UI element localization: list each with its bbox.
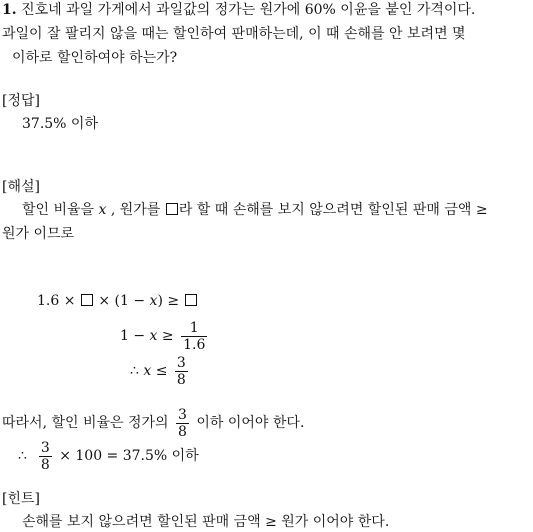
- eq3-relation: ≤: [151, 363, 172, 379]
- eq2-relation: ≥: [157, 328, 179, 344]
- placeholder-box: [81, 294, 93, 306]
- final-text: × 100 = 37.5% 이하: [54, 448, 199, 464]
- conclusion-text-b: 이하 이어야 한다.: [191, 415, 305, 431]
- fraction-numerator: 3: [178, 406, 187, 423]
- equation-3: [130, 353, 191, 389]
- placeholder-box: [185, 294, 197, 306]
- answer-value: 37.5% 이하: [22, 116, 98, 132]
- fraction-numerator: 3: [40, 439, 50, 456]
- explanation-intro-2: 원가 이므로: [2, 226, 75, 242]
- answer-label: [정답]: [2, 93, 40, 109]
- variable-x: x: [149, 328, 158, 344]
- conclusion-text-a: 따라서, 할인 비율은 정가의: [2, 415, 174, 431]
- problem-text-3: 이하로 할인하여야 하는가?: [12, 50, 178, 66]
- explanation-label: [해설]: [2, 179, 40, 195]
- fraction: [39, 441, 52, 472]
- therefore-symbol: ∴: [18, 448, 27, 464]
- fraction-denominator: 1.6: [183, 336, 206, 353]
- fraction-numerator: 3: [176, 354, 186, 371]
- fraction-denominator: 8: [178, 423, 187, 440]
- variable-x: x: [149, 293, 158, 309]
- problem-number: 1.: [2, 2, 17, 18]
- conclusion: [2, 405, 304, 441]
- intro-text-c: 라 할 때 손해를 보지 않으려면 할인된 판매 금액 ≥: [178, 202, 488, 218]
- hint-label: [힌트]: [2, 491, 40, 507]
- eq1-part-b: × (1 −: [93, 293, 150, 309]
- intro-text-a: 할인 비율을: [22, 202, 99, 218]
- intro-text-b: , 원가를: [106, 202, 165, 218]
- variable-x: x: [98, 202, 107, 218]
- eq2-lhs: 1 −: [120, 328, 150, 344]
- problem-text-2: 과일이 잘 팔리지 않을 때는 할인하여 판매하는데, 이 때 손해를 안 보려면 몇: [2, 26, 466, 42]
- equation-1: [37, 292, 198, 310]
- placeholder-box: [166, 203, 178, 215]
- equation-2: [120, 318, 210, 354]
- eq1-part-c: ) ≥: [157, 293, 184, 309]
- fraction-denominator: 8: [176, 371, 186, 388]
- eq1-part-a: 1.6 ×: [37, 293, 80, 309]
- hint-text: 손해를 보지 않으려면 할인된 판매 금액 ≥ 원가 이어야 한다.: [22, 514, 390, 530]
- fraction-numerator: 1: [181, 321, 207, 337]
- fraction-denominator: 8: [40, 456, 50, 473]
- fraction: [176, 408, 189, 439]
- therefore-symbol: ∴: [130, 363, 144, 379]
- variable-x: x: [143, 363, 152, 379]
- final-calculation: [18, 438, 199, 474]
- explanation-intro: [22, 201, 488, 219]
- problem-text-1: 진호네 과일 가게에서 과일값의 정가는 원가에 60% 이윤을 붙인 가격이다.: [21, 2, 476, 18]
- problem-line-1: [2, 1, 475, 19]
- fraction: [181, 321, 207, 352]
- fraction: [175, 356, 188, 387]
